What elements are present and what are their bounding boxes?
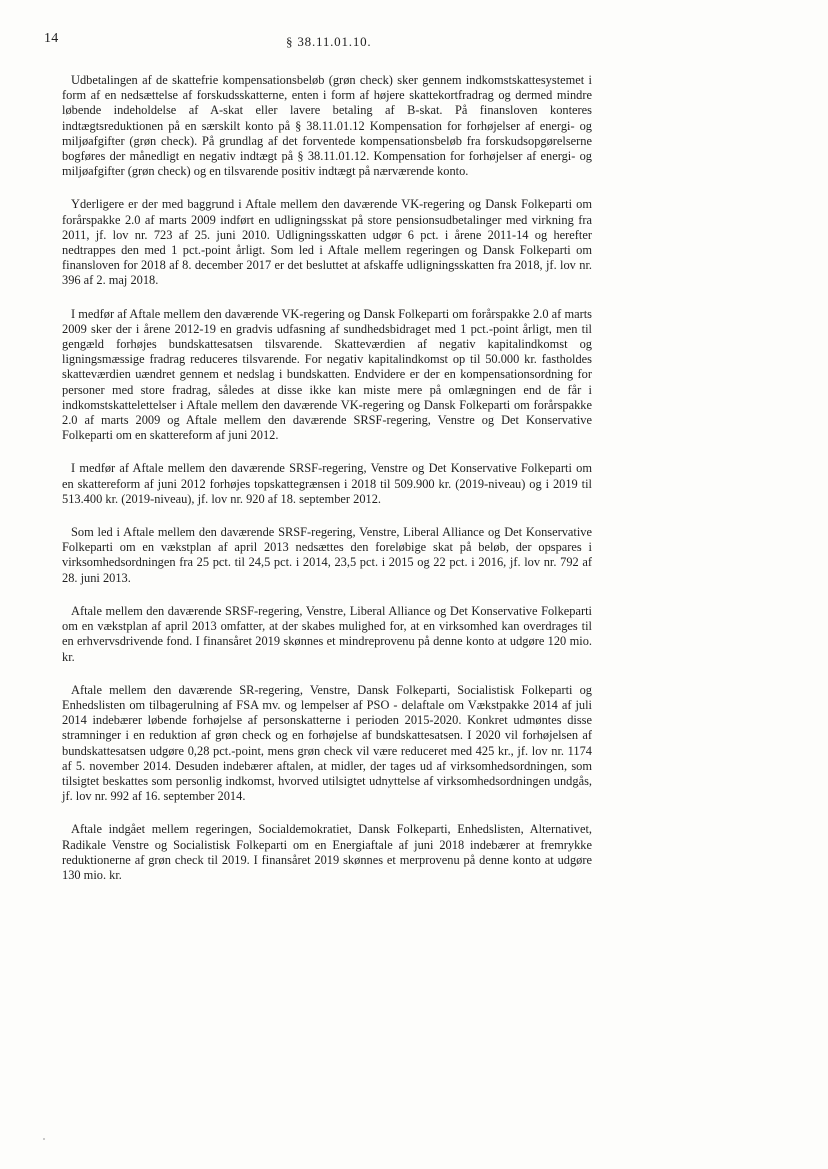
paragraph-commercial-foundation: Aftale mellem den daværende SRSF-regering, Venstre, Liberal Alliance og Det Konservative Folkeparti om en vækstplan af april 2013 omfatter, at der skabes mulighed for, at en virksomhed kan overdrages til en erhvervsdrivende fond. I finansåret 2019 skønnes et mindreprovenu på denne konto at udgøre 120 mio. kr. <box>62 603 592 664</box>
paragraph-energy-agreement: Aftale indgået mellem regeringen, Socialdemokratiet, Dansk Folkeparti, Enhedslisten, Alternativet, Radikale Venstre og Socialistisk Folkeparti om en Energiaftale af juni 2018 indebærer at fremrykke reduktionerne af grøn check til 2019. I finansåret 2019 skønnes et merprovenu på denne konto at udgøre 130 mio. kr. <box>62 822 592 882</box>
body-text <box>62 73 592 901</box>
paragraph-equalization-tax: Yderligere er der med baggrund i Aftale mellem den daværende VK-regering og Dansk Folkeparti om forårspakke 2.0 af marts 2009 indført en udligningsskat på store pensionsudbetalinger med virkning fra 2011, jf. lov nr. 723 af 25. juni 2010. Udligningsskatten udgør 6 pct. i årene 2011-14 og herefter nedtrappes den med 1 pct.-point årligt. Som led i Aftale mellem regeringen og Dansk Folkeparti om finansloven for 2018 af 8. december 2017 er det besluttet at afskaffe udligningsskatten fra 2018, jf. lov nr. 396 af 2. maj 2018. <box>62 197 592 288</box>
section-reference: § 38.11.01.10. <box>286 34 372 49</box>
page-number: 14 <box>44 31 59 46</box>
paragraph-top-tax-threshold: I medfør af Aftale mellem den daværende SRSF-regering, Venstre og Det Konservative Folkeparti om en skattereform af juni 2012 forhøjes topskattegrænsen i 2018 til 509.900 kr. (2019-niveau) og i 2019 til 513.400 kr. (2019-niveau), jf. lov nr. 920 af 18. september 2012. <box>62 461 592 506</box>
paragraph-growth-package: Aftale mellem den daværende SR-regering, Venstre, Dansk Folkeparti, Socialistisk Folkeparti og Enhedslisten om tilbagerulning af FSA mv. og lempelser af PSO - delaftale om Vækstpakke 2014 af juli 2014 indebærer løbende forhøjelse af personskatterne i perioden 2015-2020. Konkret udmøntes disse stramninger i en reduktion af grøn check og en forhøjelse af bundskattesatsen. I 2020 vil forhøjelsen af bundskattesatsen udgøre 0,28 pct.-point, mens grøn check vil være reduceret med 425 kr., jf. lov nr. 1174 af 5. november 2014. Desuden indebærer aftalen, at midler, der tages ud af virksomhedsordningen, som tilsigtet beskattes som personlig indkomst, hvorved utilsigtet udnyttelse af virksomhedsordningen undgås, jf. lov nr. 992 af 16. september 2014. <box>62 682 592 804</box>
paragraph-green-check: Udbetalingen af de skattefrie kompensationsbeløb (grøn check) sker gennem indkomstskattesystemet i form af en nedsættelse af forskudsskatterne, enten i form af højere skattekortfradrag og dermed mindre løbende indeholdelse af A-skat eller lavere betaling af B-skat. På finansloven konteres indtægtsreduktionen på en særskilt konto på § 38.11.01.12 Kompensation for forhøjelser af energi- og miljøafgifter (grøn check). På grundlag af det forventede kompensationsbeløb fra forskudsopgørelserne bogføres der månedligt en negativ indtægt på § 38.11.01.12. Kompensation for forhøjelser af energi- og miljøafgifter (grøn check) og en tilsvarende positiv indtægt på nærværende konto. <box>62 73 592 179</box>
paragraph-health-contribution: I medfør af Aftale mellem den daværende VK-regering og Dansk Folkeparti om forårspakke 2.0 af marts 2009 sker der i årene 2012-19 en gradvis udfasning af sundhedsbidraget med 1 pct.-point årligt, men til gengæld forhøjes bundskattesatsen tilsvarende. Skatteværdien af negativ kapitalindkomst og ligningsmæssige fradrag reduceres tilsvarende. For negativ kapitalindkomst op til 50.000 kr. fastholdes skatteværdien uændret gennem et nedslag i bundskatten. Endvidere er der en kompensationsordning for personer med store fradrag, således at disse ikke kan miste mere på omlægningen end de får i indkomstskattelettelser i Aftale mellem den daværende VK-regering og Dansk Folkeparti om forårspakke 2.0 af marts 2009 og Aftale mellem den daværende SRSF-regering, Venstre og Det Konservative Folkeparti om en skattereform af juni 2012. <box>62 306 592 443</box>
scan-speck <box>43 1138 45 1140</box>
paragraph-business-scheme: Som led i Aftale mellem den daværende SRSF-regering, Venstre, Liberal Alliance og Det Konservative Folkeparti om en vækstplan af april 2013 nedsættes den foreløbige skat på beløb, der opspares i virksomhedsordningen fra 25 pct. til 24,5 pct. i 2014, 23,5 pct. i 2015 og 22 pct. i 2016, jf. lov nr. 792 af 28. juni 2013. <box>62 525 592 585</box>
